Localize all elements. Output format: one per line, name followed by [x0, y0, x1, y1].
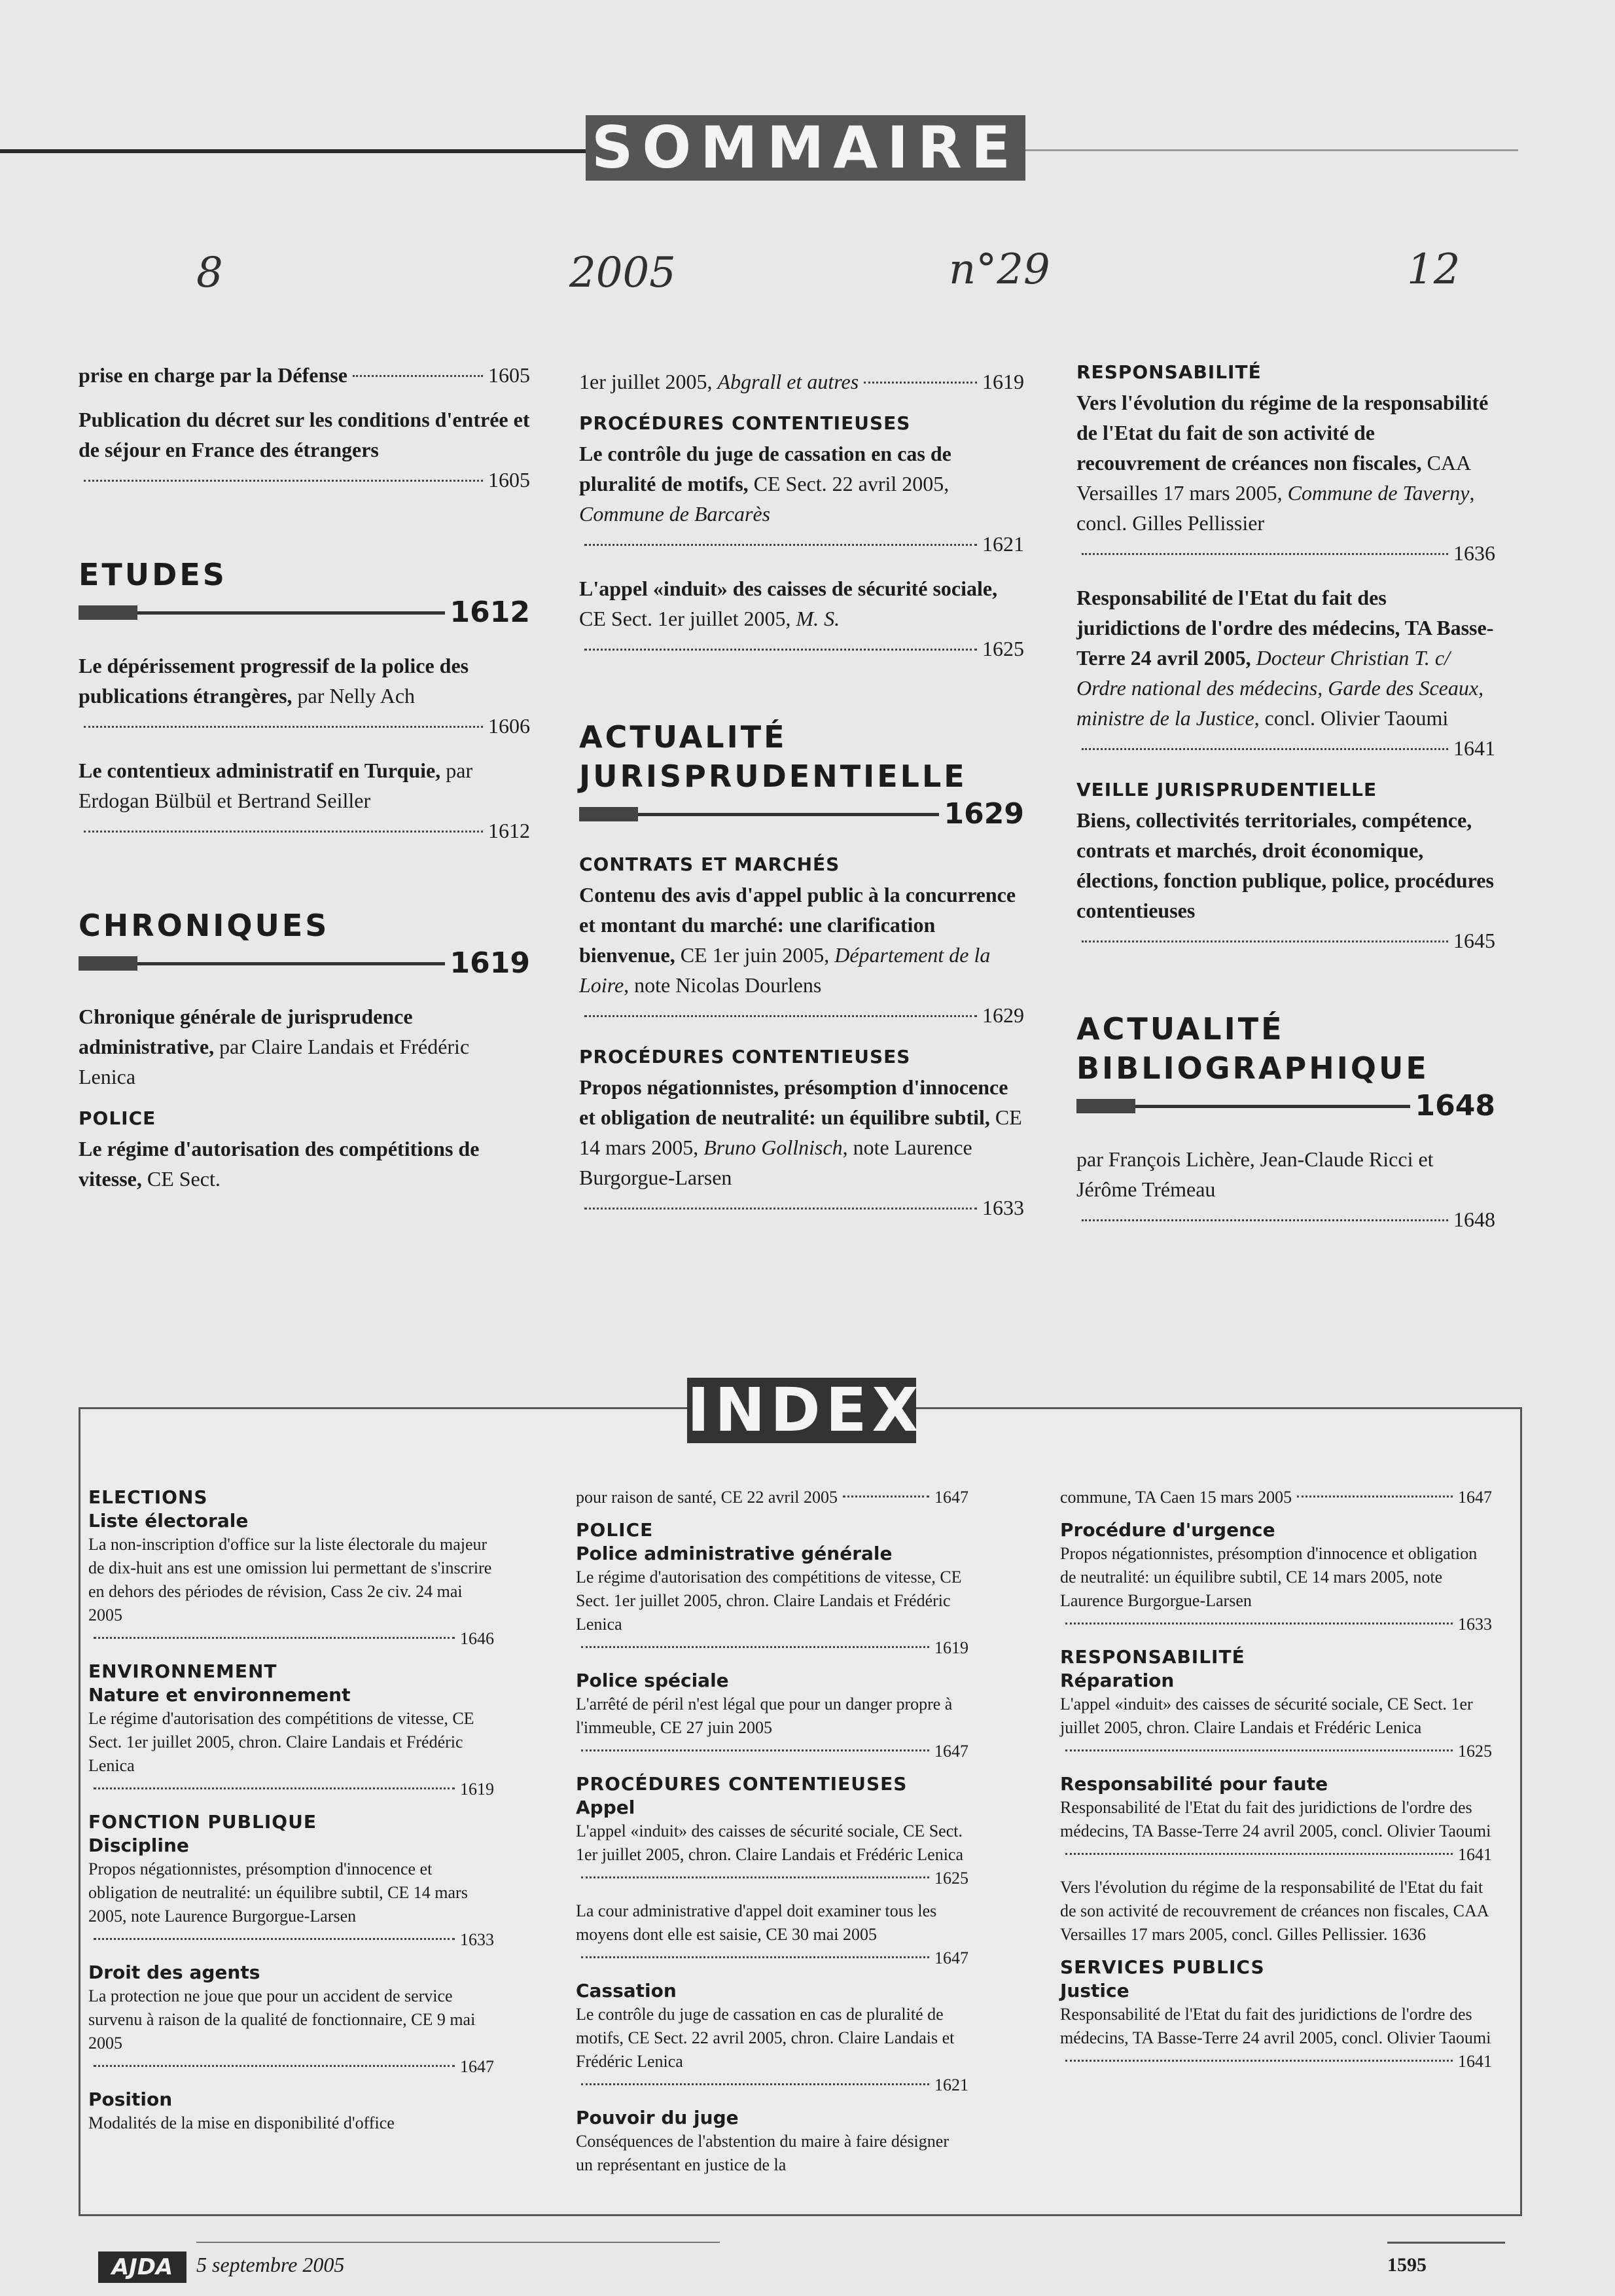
index-subheading: Pouvoir du juge: [576, 2107, 739, 2128]
rubric-label: PROCÉDURES CONTENTIEUSES: [579, 1046, 911, 1067]
index-entry: Modalités de la mise en disponibilité d'office: [88, 2113, 395, 2132]
index-entry: Vers l'évolution du régime de la responsabilité de l'Etat du fait de son activité de recouvrement de créances non fiscales, CAA Versailles 17 mars 2005, concl. Gilles Pellissier. 1636: [1060, 1878, 1489, 1944]
index-column-1: [88, 1486, 494, 2144]
index-entry: Le régime d'autorisation des compétitions de vitesse, CE Sect. 1er juillet 2005, chron. Claire Landais et Frédéric Lenica 1619: [88, 1709, 494, 1799]
index-heading: ELECTIONS: [88, 1486, 208, 1508]
index-entry: L'arrêté de péril n'est légal que pour un danger propre à l'immeuble, CE 27 juin 2005 1647: [576, 1695, 968, 1761]
footer-rule: [1387, 2242, 1505, 2244]
index-entry: La protection ne joue que pour un accident de service survenu à raison de la qualité de fonctionnaire, CE 9 mai 2005 1647: [88, 1986, 494, 2076]
footer-rule: [196, 2242, 720, 2243]
index-heading: POLICE: [576, 1519, 654, 1541]
page-number: 1595: [1387, 2254, 1427, 2276]
summary-entry: Vers l'évolution du régime de la responsabilité de l'Etat du fait de son activité de recouvrement de créances non fiscales, CAA Versailles 17 mars 2005, Commune de Taverny, concl. Gilles Pellissier 1636: [1076, 391, 1495, 565]
index-entry: L'appel «induit» des caisses de sécurité sociale, CE Sect. 1er juillet 2005, chron. Claire Landais et Frédéric Lenica 1625: [1060, 1695, 1492, 1761]
rubric-label: POLICE: [79, 1107, 156, 1129]
summary-entry: Contenu des avis d'appel public à la concurrence et montant du marché: une clarification bienvenue, CE 1er juin 2005, Département de la Loire, note Nicolas Dourlens 1629: [579, 883, 1024, 1027]
index-entry: Le contrôle du juge de cassation en cas de pluralité de motifs, CE Sect. 22 avril 2005, chron. Claire Landais et Frédéric Lenica 1621: [576, 2005, 968, 2094]
summary-entry: Responsabilité de l'Etat du fait des juridictions de l'ordre des médecins, TA Basse-Terre 24 avril 2005, Docteur Christian T. c/ Ordre national des médecins, Garde des Sceaux, ministre de la Justice, concl. Olivier Taoumi 1641: [1076, 586, 1495, 760]
handwritten-note: 8: [196, 249, 223, 297]
summary-entry: Le dépérissement progressif de la police des publications étrangères, par Nelly Ach 1606: [79, 654, 530, 738]
index-entry: commune, TA Caen 15 mars 2005 1647: [1060, 1488, 1492, 1507]
summary-entry: Biens, collectivités territoriales, compétence, contrats et marchés, droit économique, élections, fonction publique, police, procédures contentieuses 1645: [1076, 808, 1495, 952]
summary-entry: L'appel «induit» des caisses de sécurité sociale, CE Sect. 1er juillet 2005, M. S. 1625: [579, 577, 1024, 660]
summary-entry: Propos négationnistes, présomption d'innocence et obligation de neutralité: un équilibre subtil, CE 14 mars 2005, Bruno Gollnisch, note Laurence Burgorgue-Larsen 1633: [579, 1075, 1024, 1219]
index-entry: L'appel «induit» des caisses de sécurité sociale, CE Sect. 1er juillet 2005, chron. Claire Landais et Frédéric Lenica 1625: [576, 1821, 968, 1888]
section-title-actualite-juris: ACTUALITÉ JURISPRUDENTIELLE: [579, 719, 967, 794]
section-rule: 1612: [79, 598, 530, 627]
summary-entry: Publication du décret sur les conditions d'entrée et de séjour en France des étrangers 1605: [79, 408, 530, 492]
index-subheading: Droit des agents: [88, 1962, 260, 1983]
index-column-2: [576, 1486, 968, 2186]
header-rule: [0, 149, 615, 153]
rubric-label: CONTRATS ET MARCHÉS: [579, 853, 840, 875]
index-entry: Responsabilité de l'Etat du fait des juridictions de l'ordre des médecins, TA Basse-Terre 24 avril 2005, concl. Olivier Taoumi 1641: [1060, 2005, 1492, 2071]
summary-column-3: [1076, 360, 1495, 1249]
rubric-label: VEILLE JURISPRUDENTIELLE: [1076, 779, 1377, 800]
index-entry: Propos négationnistes, présomption d'innocence et obligation de neutralité: un équilibre subtil, CE 14 mars 2005, note Laurence Burgorgue-Larsen 1633: [1060, 1544, 1492, 1634]
summary-entry: Le régime d'autorisation des compétitions de vitesse, CE Sect.: [79, 1137, 480, 1191]
summary-entry: Le contentieux administratif en Turquie, par Erdogan Bülbül et Bertrand Seiller 1612: [79, 759, 530, 842]
index-heading: PROCÉDURES CONTENTIEUSES: [576, 1773, 908, 1795]
section-rule: 1629: [579, 800, 1024, 829]
section-title-actualite-biblio: ACTUALITÉ BIBLIOGRAPHIQUE: [1076, 1011, 1429, 1086]
rubric-label: RESPONSABILITÉ: [1076, 361, 1262, 383]
index-title: INDEX: [687, 1375, 924, 1445]
index-heading: SERVICES PUBLICS: [1060, 1956, 1265, 1978]
index-subheading: Justice: [1060, 1980, 1129, 2001]
index-subheading: Appel: [576, 1797, 635, 1818]
section-title-etudes: ETUDES: [79, 557, 227, 592]
handwritten-note: 2005: [569, 249, 676, 297]
handwritten-note: 12: [1407, 245, 1461, 294]
index-subheading: Police spéciale: [576, 1670, 729, 1691]
summary-column-2: [579, 367, 1024, 1237]
section-title-chroniques: CHRONIQUES: [79, 908, 330, 943]
page-title: SOMMAIRE: [586, 115, 1025, 181]
index-subheading: Position: [88, 2089, 173, 2110]
summary-entry: prise en charge par la Défense 1605: [79, 363, 530, 387]
index-entry: Propos négationnistes, présomption d'innocence et obligation de neutralité: un équilibre subtil, CE 14 mars 2005, note Laurence Burgorgue-Larsen 1633: [88, 1859, 494, 1949]
summary-entry: Le contrôle du juge de cassation en cas de pluralité de motifs, CE Sect. 22 avril 2005, Commune de Barcarès 1621: [579, 442, 1024, 556]
index-entry: Le régime d'autorisation des compétitions de vitesse, CE Sect. 1er juillet 2005, chron. Claire Landais et Frédéric Lenica 1619: [576, 1568, 968, 1657]
index-entry: La non-inscription d'office sur la liste électorale du majeur de dix-huit ans est une omission lui permettant de s'inscrire en dehors des périodes de révision, Cass 2e civ. 24 mai 2005 1646: [88, 1535, 494, 1648]
index-heading: ENVIRONNEMENT: [88, 1660, 277, 1682]
index-entry: Responsabilité de l'Etat du fait des juridictions de l'ordre des médecins, TA Basse-Terre 24 avril 2005, concl. Olivier Taoumi 1641: [1060, 1798, 1492, 1864]
index-subheading: Cassation: [576, 1980, 677, 2001]
index-column-3: [1060, 1486, 1492, 2083]
header-rule-right: [1021, 149, 1518, 151]
issue-date: 5 septembre 2005: [196, 2253, 345, 2276]
index-heading: RESPONSABILITÉ: [1060, 1646, 1245, 1668]
index-subheading: Responsabilité pour faute: [1060, 1773, 1328, 1795]
index-subheading: Liste électorale: [88, 1510, 249, 1532]
index-subheading: Discipline: [88, 1835, 189, 1856]
index-entry: pour raison de santé, CE 22 avril 2005 1647: [576, 1488, 968, 1507]
journal-logo: AJDA: [98, 2251, 186, 2283]
index-subheading: Réparation: [1060, 1670, 1175, 1691]
summary-entry: par François Lichère, Jean-Claude Ricci et Jérôme Trémeau 1648: [1076, 1147, 1495, 1231]
index-subheading: Police administrative générale: [576, 1543, 893, 1564]
summary-entry: Chronique générale de jurisprudence administrative, par Claire Landais et Frédéric Lenica: [79, 1005, 470, 1088]
index-entry: La cour administrative d'appel doit examiner tous les moyens dont elle est saisie, CE 30 mai 2005 1647: [576, 1901, 968, 1967]
summary-entry: 1er juillet 2005, Abgrall et autres 1619: [579, 370, 1024, 393]
rubric-label: PROCÉDURES CONTENTIEUSES: [579, 412, 911, 434]
section-rule: 1619: [79, 949, 530, 978]
summary-column-1: [79, 360, 530, 1208]
index-entry: Conséquences de l'abstention du maire à faire désigner un représentant en justice de la: [576, 2132, 949, 2174]
section-rule: 1648: [1076, 1092, 1495, 1121]
index-subheading: Procédure d'urgence: [1060, 1519, 1275, 1541]
index-heading: FONCTION PUBLIQUE: [88, 1811, 317, 1833]
index-subheading: Nature et environnement: [88, 1684, 351, 1706]
handwritten-note: n°29: [949, 245, 1050, 294]
